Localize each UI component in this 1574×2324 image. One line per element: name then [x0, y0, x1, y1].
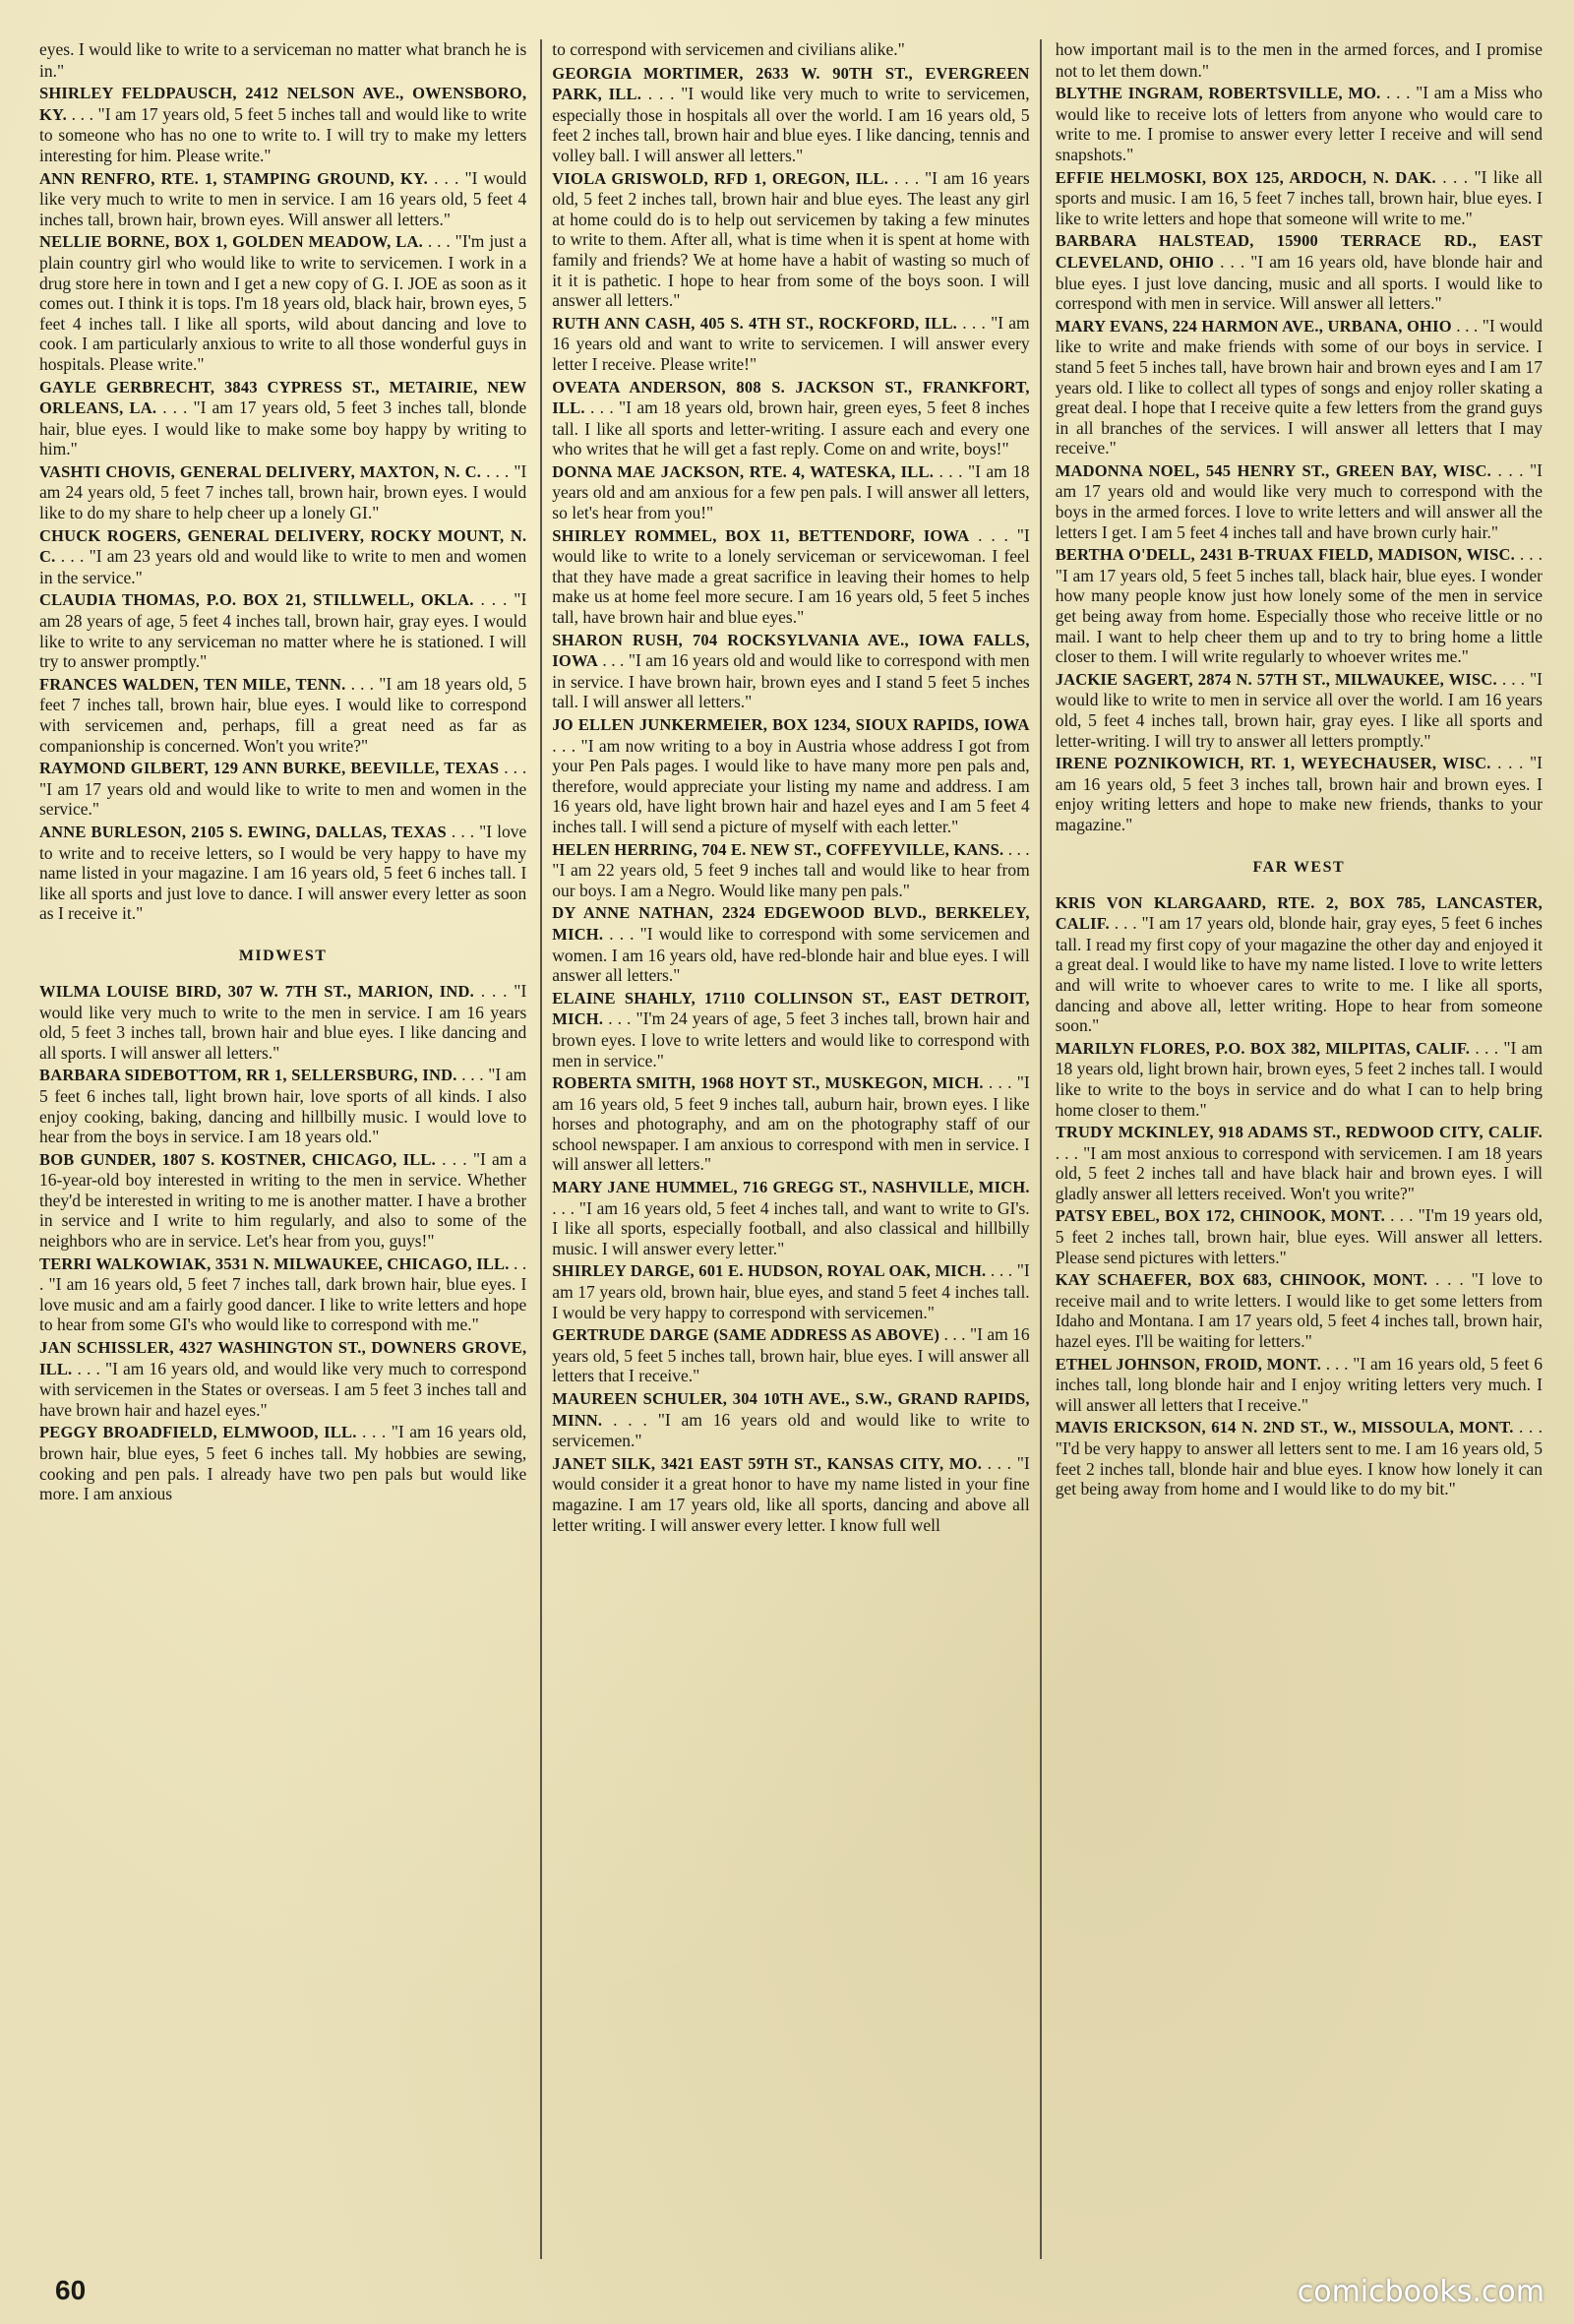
letter-body: . . . "I am 17 years old, 5 feet 5 inches tall and would like to write to someone who has no one to write to. I will try to make my letters interesting for him. Please write.": [39, 103, 527, 165]
pen-pal-letter: [1056, 316, 1543, 459]
letter-name-address: SHIRLEY FELDPAUSCH, 2412 NELSON AVE., OWENSBORO, KY.: [39, 84, 527, 124]
letter-name-address: CLAUDIA THOMAS, P.O. BOX 21, STILLWELL, OKLA.: [39, 590, 474, 610]
letter-body: . . . "I would like to write to men in service all over the world. I am 16 years old, 5 feet 4 inches tall, brown hair, gray eyes. I like all sports and letter-writing. I will try to answer all letters promptly.": [1055, 668, 1543, 751]
letter-name-address: MAVIS ERICKSON, 614 N. 2ND ST., W., MISSOULA, MONT.: [1055, 1418, 1514, 1437]
letter-body: . . . "I am 16 years old, and would like very much to correspond with servicemen in the States or overseas. I am 5 feet 3 inches tall and have brown hair and hazel eyes.": [39, 1358, 527, 1420]
letter-name-address: MADONNA NOEL, 545 HENRY ST., GREEN BAY, WISC.: [1055, 460, 1491, 480]
letter-name-address: SHARON RUSH, 704 ROCKSYLVANIA AVE., IOWA FALLS, IOWA: [552, 630, 1030, 671]
pen-pals-columns: [39, 39, 1543, 2259]
letter-body: . . . "I am 16 years old, 5 feet 3 inches tall, brown hair and brown eyes. I enjoy writing letters and hope to make new friends, thanks to your magazine.": [1055, 753, 1543, 834]
letter-body: . . . "I am most anxious to correspond with servicemen. I am 18 years old, 5 feet 2 inches tall and have black hair and brown eyes. I will gladly answer all letters received. Won't you write?": [1055, 1142, 1543, 1203]
letter-name-address: EFFIE HELMOSKI, BOX 125, ARDOCH, N. DAK.: [1055, 167, 1436, 187]
letter-body: eyes. I would like to write to a serviceman no matter what branch he is in.": [39, 39, 527, 81]
letter-body: . . . "I am 17 years old, 5 feet 3 inches tall, blonde hair, blue eyes. I would like to make some boy happy by writing to him.": [39, 398, 527, 459]
letter-name-address: BERTHA O'DELL, 2431 B-TRUAX FIELD, MADISON, WISC.: [1055, 545, 1515, 565]
letter-body: . . . "I am 17 years old, 5 feet 5 inches tall, black hair, blue eyes. I wonder how many people know just how lonely some of the men in service get being away from home. Especially those who receive little or no mail. I want to help cheer them up and to try to bring home a little closer to them. I will write regularly to whoever writes me.": [1055, 544, 1543, 667]
pen-pal-letter: [1056, 1205, 1543, 1267]
pen-pal-letter: [39, 589, 526, 671]
column-right: [1056, 39, 1543, 2259]
pen-pal-letter: [552, 902, 1029, 985]
pen-pal-letter: [1056, 1269, 1543, 1351]
column-left: [39, 39, 526, 2259]
pen-pal-letter: [552, 39, 1029, 61]
column-middle: [540, 39, 1041, 2259]
letter-body: . . . "I am 17 years old, brown hair, blue eyes, and stand 5 feet 4 inches tall. I would be very happy to correspond with servicemen.": [552, 1260, 1030, 1322]
pen-pal-letter: [1056, 39, 1543, 81]
letter-body: . . . "I would like to write and make friends with some of our boys in service. I stand 5 feet 5 inches tall, have brown hair and brown eyes and I am 17 years old. I like to collect all types of songs and enjoy roller skating a great deal. I hope that I receive quite a few letters from the grand guys in all branches of the services. I will answer all letters that I may receive.": [1055, 315, 1543, 459]
pen-pal-letter: [39, 231, 526, 374]
letter-name-address: JAN SCHISSLER, 4327 WASHINGTON ST., DOWNERS GROVE, ILL.: [39, 1338, 527, 1378]
letter-body: . . . "I'd be very happy to answer all letters sent to me. I am 16 years old, 5 feet 2 inches tall, blonde hair and blue eyes. I know how lonely it can get being away from home and I would like to do my bit.": [1055, 1417, 1543, 1499]
letter-name-address: RUTH ANN CASH, 405 S. 4TH ST., ROCKFORD, ILL.: [552, 313, 957, 333]
letter-body: . . . "I would consider it a great honor to have my name listed in your fine magazine. I am 17 years old, like all sports, dancing and above all letter writing. I will answer every letter. I know full well: [552, 1452, 1030, 1535]
letter-name-address: ROBERTA SMITH, 1968 HOYT ST., MUSKEGON, MICH.: [552, 1073, 984, 1093]
letter-name-address: PATSY EBEL, BOX 172, CHINOOK, MONT.: [1055, 1206, 1385, 1226]
letter-body: . . . "I am 16 years old, have blonde hair and blue eyes. I just love dancing, music and all sports. I would like to correspond with men in service. Will answer all letters.": [1055, 251, 1543, 314]
section-heading: MIDWEST: [238, 947, 328, 964]
letter-body: . . . "I am 16 years old, 5 feet 2 inches tall, brown hair and blue eyes. The least any girl at home could do is to help out servicemen by taking a few minutes to write to them. After all, what is time when it is spent at home with family and friends? We at home have a habit of wasting so much of it it is pathetic. I hope to hear from some of the boys soon. I will answer all letters.": [552, 167, 1030, 311]
letter-body: . . . "I am 18 years old, 5 feet 7 inches tall, brown hair, blue eyes. I would like to correspond with servicemen and, perhaps, fill a great need as far as companionship is concerned. Won't you write?": [39, 673, 527, 756]
page-number: 60: [55, 2275, 87, 2305]
section-heading: FAR WEST: [1252, 858, 1346, 876]
watermark: comicbooks.com: [1297, 2275, 1544, 2309]
letter-name-address: ETHEL JOHNSON, FROID, MONT.: [1055, 1354, 1322, 1374]
letter-name-address: TERRI WALKOWIAK, 3531 N. MILWAUKEE, CHICAGO, ILL.: [39, 1254, 510, 1273]
letter-body: . . . "I am 16 years old, 5 feet 6 inches tall, long blonde hair and I enjoy writing letters very much. I will answer all letters that I receive.": [1055, 1353, 1543, 1415]
letter-body: . . . "I am 24 years old, 5 feet 7 inches tall, brown hair, brown eyes. I would like to do my share to help cheer up a lonely GI.": [39, 460, 527, 523]
pen-pal-letter: [39, 981, 526, 1063]
pen-pal-letter: [1056, 753, 1543, 834]
letter-name-address: JANET SILK, 3421 EAST 59TH ST., KANSAS CITY, MO.: [552, 1453, 983, 1473]
letter-name-address: VIOLA GRISWOLD, RFD 1, OREGON, ILL.: [552, 168, 889, 188]
pen-pal-letter: [39, 83, 526, 165]
pen-pal-letter: [1056, 1122, 1543, 1203]
letter-body: . . . "I am 16 years old and would like to correspond with men in service. I have brown hair, brown eyes and I stand 5 feet 5 inches tall. I will answer all letters.": [552, 650, 1030, 712]
pen-pal-letter: [1056, 83, 1543, 164]
letter-body: . . . "I am 22 years old, 5 feet 9 inches tall and would like to hear from our boys. I am a Negro. Would like many pen pals.": [552, 838, 1030, 900]
pen-pal-letter: [552, 839, 1029, 901]
letter-name-address: ANN RENFRO, RTE. 1, STAMPING GROUND, KY.: [39, 168, 428, 188]
letter-name-address: IRENE POZNIKOWICH, RT. 1, WEYECHAUSER, WISC.: [1055, 754, 1491, 773]
letter-body: . . . "I would like very much to write to servicemen, especially those in hospitals all over the world. I am 16 years old, 5 feet 2 inches tall, brown hair and blue eyes. I like dancing, tennis and volley ball. I will answer all letters.": [552, 84, 1030, 165]
pen-pal-letter: [39, 168, 526, 230]
pen-pal-letter: [1056, 1354, 1543, 1416]
pen-pal-letter: [552, 1260, 1029, 1322]
letter-body: . . . "I'm just a plain country girl who would like to write to servicemen. I work in a drug store here in town and I get a new copy of G. I. JOE as soon as it comes out. I think it is tops. I'm 18 years old, black hair, brown eyes, 5 feet 4 inches tall. I like all sports, wild about dancing and love to cook. I am particularly anxious to write to all those wonderful guys in hospitals. Please write.": [39, 231, 527, 374]
pen-pal-letter: [1056, 460, 1543, 542]
pen-pal-letter: [552, 1177, 1029, 1258]
pen-pal-letter: [39, 674, 526, 756]
pen-pal-letter: [1056, 1417, 1543, 1498]
letter-body: . . . "I am 18 years old, light brown hair, brown eyes, 5 feet 2 inches tall. I would like to write to the boys in service and do what I can to help bring home closer to them.": [1055, 1037, 1543, 1120]
letter-name-address: GERTRUDE DARGE (SAME ADDRESS AS ABOVE): [552, 1325, 940, 1345]
pen-pal-letter: [39, 525, 526, 588]
letter-name-address: JO ELLEN JUNKERMEIER, BOX 1234, SIOUX RAPIDS, IOWA: [552, 715, 1030, 734]
letter-body: . . . "I am 16 years old, brown hair, blue eyes, 5 feet 6 inches tall. My hobbies are sewing, cooking and pen pals. I already have two pen pals but would like more. I am anxious: [39, 1422, 527, 1504]
letter-body: how important mail is to the men in the armed forces, and I promise not to let them down.": [1055, 39, 1543, 81]
letter-body: . . . "I am 16 years old and would like to write to servicemen.": [552, 1409, 1030, 1451]
pen-pal-letter: [39, 461, 526, 523]
letter-body: . . . "I am 17 years old and would like very much to correspond with the boys in the armed forces. I love to write letters and will answer all the letters I get. I am 5 feet 4 inches tall and have brown curly hair.": [1055, 459, 1543, 542]
pen-pal-letter: [39, 758, 526, 820]
letter-body: . . . "I would like to correspond with some servicemen and women. I am 16 years old, have red-blonde hair and blue eyes. I will answer all letters.": [552, 923, 1030, 986]
pen-pal-letter: [552, 630, 1029, 712]
letter-body: . . . "I would like to write to a lonely serviceman or servicewoman. I feel that they have made a great sacrifice in leaving their homes to help make us at home feel more secure. I am 16 years old, 5 feet 5 inches tall, have brown hair and blue eyes.": [552, 524, 1030, 628]
letter-name-address: CHUCK ROGERS, GENERAL DELIVERY, ROCKY MOUNT, N. C.: [39, 525, 527, 567]
letter-name-address: GAYLE GERBRECHT, 3843 CYPRESS ST., METAIRIE, NEW ORLEANS, LA.: [39, 377, 527, 418]
pen-pal-letter: [39, 377, 526, 459]
pen-pal-letter: [552, 1072, 1029, 1175]
letter-body: . . . "I am 16 years old, 5 feet 5 inches tall, brown hair, blue eyes. I will answer all letters that I receive.": [552, 1324, 1030, 1386]
letter-body: . . . "I love to receive mail and to write letters. I would like to get some letters from Idaho and Montana. I am 17 years old, 5 feet 4 inches tall, brown hair, hazel eyes. I'll be waiting for letters.": [1055, 1269, 1543, 1352]
letter-name-address: MARY EVANS, 224 HARMON AVE., URBANA, OHIO: [1055, 316, 1452, 336]
letter-name-address: KAY SCHAEFER, BOX 683, CHINOOK, MONT.: [1055, 1270, 1428, 1290]
pen-pal-letter: [39, 1254, 526, 1335]
letter-body: . . . "I am now writing to a boy in Austria whose address I got from your Pen Pals pages. I would like to have many more pen pals and, therefore, would appreciate your listing my name and address. I am 16 years old, have light brown hair and hazel eyes and I am 5 feet 4 inches tall. I will send a picture of myself with each letter.": [552, 735, 1030, 836]
pen-pal-letter: [1056, 167, 1543, 229]
letter-name-address: ANNE BURLESON, 2105 S. EWING, DALLAS, TEXAS: [39, 822, 447, 841]
pen-pal-letter: [552, 377, 1029, 459]
pen-pal-letter: [552, 1324, 1029, 1386]
letter-name-address: OVEATA ANDERSON, 808 S. JACKSON ST., FRANKFORT, ILL.: [552, 377, 1030, 418]
letter-body: . . . "I am 16 years old, 5 feet 7 inches tall, dark brown hair, blue eyes. I love music and am a fairly good dancer. I like to write letters and hope to hear from some GI's who would like to correspond with me.": [39, 1253, 527, 1335]
letter-name-address: ELAINE SHAHLY, 17110 COLLINSON ST., EAST DETROIT, MICH.: [552, 988, 1030, 1029]
pen-pal-letter: [552, 168, 1029, 311]
letter-body: . . . "I'm 19 years old, 5 feet 2 inches tall, brown hair, blue eyes. Will answer all letters. Please send pictures with letters.": [1055, 1205, 1543, 1267]
pen-pal-letter: [1056, 230, 1543, 313]
letter-body: . . . "I like all sports and music. I am 16, 5 feet 7 inches tall, brown hair, blue eyes. I like to write letters and hope that someone will write to me.": [1055, 166, 1543, 228]
letter-name-address: KRIS VON KLARGAARD, RTE. 2, BOX 785, LANCASTER, CALIF.: [1055, 892, 1543, 934]
pen-pal-letter: [552, 313, 1029, 375]
pen-pal-letter: [552, 461, 1029, 523]
letter-body: . . . "I am 16 years old, 5 feet 9 inches tall, auburn hair, brown eyes. I like horses and photography, and am on the photography staff of our school newspaper. I am anxious to correspond with men in service. I will answer all letters.": [552, 1072, 1030, 1175]
letter-name-address: RAYMOND GILBERT, 129 ANN BURKE, BEEVILLE, TEXAS: [39, 759, 500, 778]
letter-name-address: JACKIE SAGERT, 2874 N. 57TH ST., MILWAUKEE, WISC.: [1055, 669, 1497, 689]
letter-body: . . . "I am 18 years old, brown hair, green eyes, 5 feet 8 inches tall. I like all sports and letter-writing. I assure each and every one who writes that he will get a fast reply. Come on and write, boys!": [552, 398, 1030, 459]
pen-pal-letter: [1056, 892, 1543, 1036]
pen-pal-letter: [552, 988, 1029, 1070]
pen-pal-letter: [552, 1453, 1029, 1535]
letter-name-address: BOB GUNDER, 1807 S. KOSTNER, CHICAGO, ILL.: [39, 1149, 436, 1169]
letter-name-address: BLYTHE INGRAM, ROBERTSVILLE, MO.: [1055, 84, 1381, 103]
letter-name-address: FRANCES WALDEN, TEN MILE, TENN.: [39, 674, 346, 694]
pen-pal-letter: [552, 714, 1029, 837]
letter-name-address: DY ANNE NATHAN, 2324 EDGEWOOD BLVD., BERKELEY, MICH.: [552, 903, 1030, 944]
letter-body: . . . "I am a 16-year-old boy interested in writing to the men in service. Whether they'd be interested in writing to me is another matter. I have a brother in service and I write to him regularly, and also to some of the neighbors who are in service. Let's hear from you, guys!": [39, 1148, 527, 1252]
letter-body: . . . "I'm 24 years of age, 5 feet 3 inches tall, brown hair and brown eyes. I love to write letters and would like to correspond with men in service.": [552, 1009, 1030, 1070]
letter-body: . . . "I am 5 feet 6 inches tall, light brown hair, love sports of all kinds. I also enjoy cooking, baking, dancing and hillbilly music. I would love to hear from the boys in service. I am 18 years old.": [39, 1065, 527, 1147]
letter-body: . . . "I am a Miss who would like to receive lots of letters from anyone who would care to write to me. I promise to answer every letter I receive and will send snapshots.": [1055, 83, 1543, 164]
letter-body: . . . "I am 17 years old, blonde hair, gray eyes, 5 feet 6 inches tall. I read my first copy of your magazine the other day and enjoyed it a great deal. I would like to have my name listed. I love to write letters and will write to whoever cares to write to me. I like all sports, dancing and above all, letter writing. Hope to hear from someone soon.": [1055, 913, 1543, 1036]
letter-name-address: SHIRLEY ROMMEL, BOX 11, BETTENDORF, IOWA: [552, 525, 970, 545]
pen-pal-letter: [552, 63, 1029, 166]
pen-pal-letter: [1056, 1038, 1543, 1120]
letter-name-address: TRUDY MCKINLEY, 918 ADAMS ST., REDWOOD CITY, CALIF.: [1055, 1123, 1543, 1142]
letter-body: . . . "I am 16 years old, 5 feet 4 inches tall, and want to write to GI's. I like all sports, especially football, and also classical and hillbilly music. I will answer every letter.": [552, 1197, 1030, 1258]
letter-body: . . . "I would like very much to write to men in service. I am 16 years old, 5 feet 4 inches tall, brown hair, brown eyes. Will answer all letters.": [39, 167, 527, 229]
pen-pal-letter: [1056, 544, 1543, 667]
letter-name-address: PEGGY BROADFIELD, ELMWOOD, ILL.: [39, 1423, 357, 1442]
letter-body: . . . "I am 23 years old and would like to write to men and women in the service.": [39, 546, 527, 587]
letter-body: . . . "I am 16 years old and want to write to servicemen. I will answer every letter I receive. Please write!": [552, 312, 1030, 374]
letter-name-address: GEORGIA MORTIMER, 2633 W. 90TH ST., EVERGREEN PARK, ILL.: [552, 63, 1030, 104]
letter-name-address: NELLIE BORNE, BOX 1, GOLDEN MEADOW, LA.: [39, 232, 423, 252]
letter-name-address: DONNA MAE JACKSON, RTE. 4, WATESKA, ILL.: [552, 461, 935, 481]
letter-name-address: VASHTI CHOVIS, GENERAL DELIVERY, MAXTON, N. C.: [39, 461, 482, 481]
letter-body: . . . "I am 17 years old and would like to write to men and women in the service.": [39, 758, 527, 820]
letter-body: . . . "I love to write and to receive letters, so I would be very happy to have my name listed in your magazine. I am 16 years old, 5 feet 6 inches tall. I like all sports and just love to dance. I will answer every letter as soon as I receive it.": [39, 821, 527, 924]
letter-name-address: BARBARA SIDEBOTTOM, RR 1, SELLERSBURG, IND.: [39, 1066, 457, 1085]
letter-body: . . . "I would like very much to write to the men in service. I am 16 years old, 5 feet 3 inches tall, brown hair and blue eyes. I like dancing and all sports. I will answer all letters.": [39, 980, 527, 1063]
letter-name-address: MAUREEN SCHULER, 304 10TH AVE., S.W., GRAND RAPIDS, MINN.: [552, 1389, 1030, 1430]
pen-pal-letter: [39, 1422, 526, 1503]
letter-name-address: BARBARA HALSTEAD, 15900 TERRACE RD., EAST CLEVELAND, OHIO: [1055, 231, 1543, 272]
pen-pal-letter: [39, 39, 526, 81]
pen-pal-letter: [39, 822, 526, 924]
pen-pal-letter: [552, 525, 1029, 628]
pen-pal-letter: [1056, 669, 1543, 751]
letter-name-address: HELEN HERRING, 704 E. NEW ST., COFFEYVILLE, KANS.: [552, 839, 1004, 859]
letter-body: to correspond with servicemen and civilians alike.": [552, 39, 905, 59]
letter-name-address: MARILYN FLORES, P.O. BOX 382, MILPITAS, CALIF.: [1055, 1038, 1471, 1058]
pen-pal-letter: [552, 1388, 1029, 1451]
pen-pal-letter: [39, 1337, 526, 1420]
letter-name-address: MARY JANE HUMMEL, 716 GREGG ST., NASHVILLE, MICH.: [552, 1178, 1030, 1197]
letter-body: . . . "I am 28 years of age, 5 feet 4 inches tall, brown hair, gray eyes. I would like to write to any serviceman no matter where he is stationed. I will try to answer promptly.": [39, 589, 527, 672]
letter-name-address: WILMA LOUISE BIRD, 307 W. 7TH ST., MARION, IND.: [39, 981, 474, 1001]
letter-name-address: SHIRLEY DARGE, 601 E. HUDSON, ROYAL OAK, MICH.: [552, 1261, 987, 1281]
pen-pal-letter: [39, 1149, 526, 1252]
letter-body: . . . "I am 18 years old and am anxious for a few pen pals. I will answer all letters, so let's hear from you!": [552, 460, 1030, 523]
pen-pal-letter: [39, 1065, 526, 1146]
